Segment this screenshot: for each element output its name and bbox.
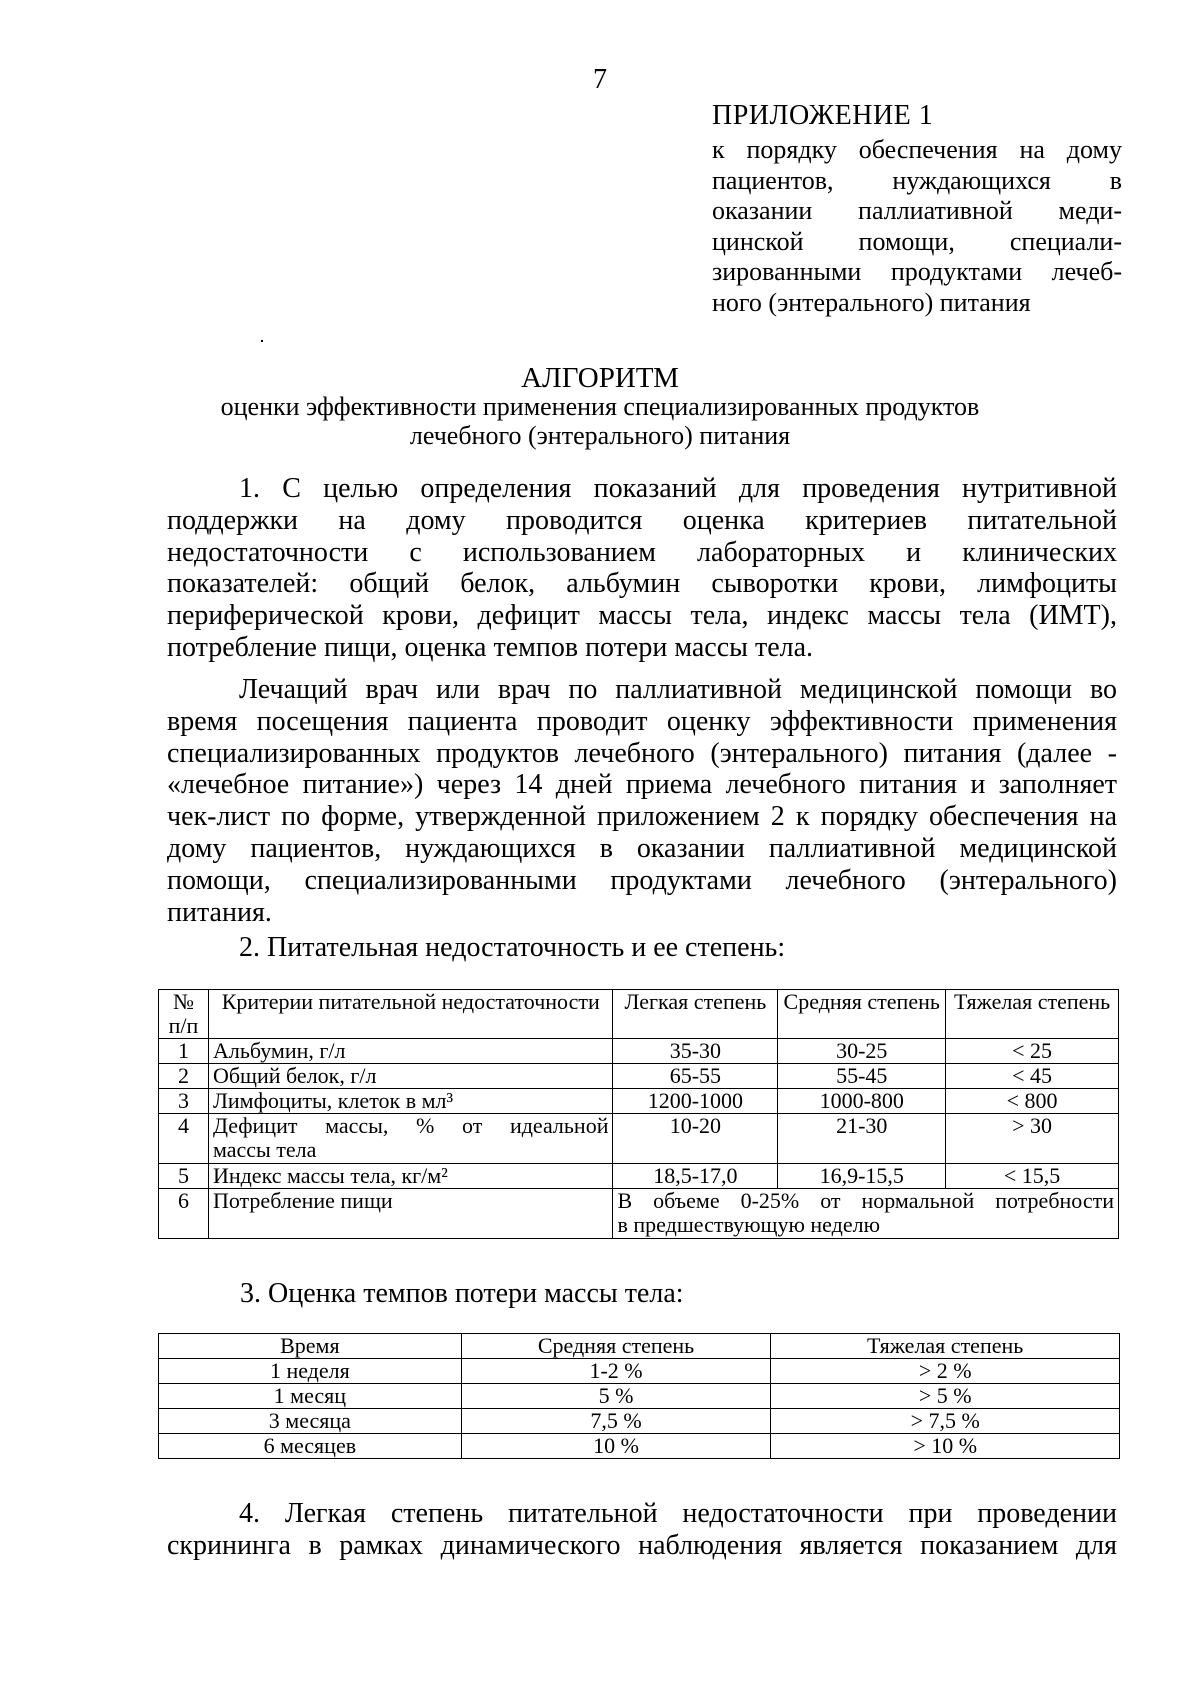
row-number: 2 (159, 1064, 209, 1089)
paragraph-line: недостаточности с использованием лабораторных и клинических (167, 536, 1117, 568)
header-cell-severe: Тяжелая степень (946, 990, 1119, 1039)
table-row (159, 1164, 1119, 1189)
row-severe: < 25 (946, 1039, 1119, 1064)
row-severe: > 10 % (771, 1434, 1120, 1459)
row-severe: < 45 (946, 1064, 1119, 1089)
paragraph-line: поддержки на дому проводится оценка критериев питательной (167, 504, 1117, 536)
row-merged-value (613, 1189, 1119, 1239)
table-row (159, 1089, 1119, 1114)
header-cell-mild: Легкая степень (613, 990, 778, 1039)
row-number: 5 (159, 1164, 209, 1189)
paragraph-line: показателей: общий белок, альбумин сыворотки крови, лимфоциты (167, 568, 1117, 600)
row-time: 1 неделя (159, 1359, 462, 1384)
paragraph-line: время посещения пациента проводит оценку эффективности применения (167, 705, 1117, 737)
algorithm-subtitle (0, 392, 1200, 450)
row-moderate: 1-2 % (461, 1359, 771, 1384)
table-row (159, 1114, 1119, 1164)
paragraph-5 (167, 1498, 1117, 1562)
row-severe: > 5 % (771, 1384, 1120, 1409)
paragraph-line: Лечащий врач или врач по паллиативной медицинской помощи во (239, 674, 1117, 705)
header-cell-number: № п/п (159, 990, 209, 1039)
table-header-row (159, 1334, 1120, 1359)
table-row (159, 1384, 1120, 1409)
row-criterion (208, 1114, 613, 1164)
row-moderate: 1000-800 (778, 1089, 946, 1114)
table-row (159, 1359, 1120, 1384)
nutrition-deficiency-table (158, 989, 1119, 1239)
row-moderate: 21-30 (778, 1114, 946, 1164)
paragraph-line: 2. Питательная недостаточность и ее степень: (239, 932, 786, 963)
row-time: 1 месяц (159, 1384, 462, 1409)
paragraph-1 (167, 473, 1117, 664)
table-row (159, 1064, 1119, 1089)
row-number: 1 (159, 1039, 209, 1064)
row-time: 6 месяцев (159, 1434, 462, 1459)
paragraph-line: «лечебное питание») через 14 дней приема лечебного питания и заполняет (167, 769, 1117, 801)
row-number: 6 (159, 1189, 209, 1239)
paragraph-line: специализированных продуктов лечебного (энтерального) питания (далее - (167, 737, 1117, 769)
paragraph-line: скрининга в рамках динамического наблюдения является показанием для (167, 1529, 1117, 1561)
appendix-line: зированными продуктами лечеб- (712, 257, 1122, 286)
row-moderate: 55-45 (778, 1064, 946, 1089)
appendix-line: цинской помощи, специали- (712, 226, 1122, 256)
algorithm-title: АЛГОРИТМ (521, 362, 679, 394)
row-merged-line: в предшествующую неделю (617, 1212, 881, 1237)
row-criterion: Лимфоциты, клеток в мл³ (208, 1089, 613, 1114)
paragraph-3 (167, 932, 1117, 964)
row-criterion: Альбумин, г/л (208, 1039, 613, 1064)
table-row (159, 1409, 1120, 1434)
row-mild: 35-30 (613, 1039, 778, 1064)
row-mild: 1200-1000 (613, 1089, 778, 1114)
appendix-subtitle (712, 135, 1122, 318)
table-header-row (159, 990, 1119, 1039)
row-mild: 18,5-17,0 (613, 1164, 778, 1189)
appendix-line: ного (энтерального) питания (712, 287, 1031, 317)
row-criterion-line: Дефицит массы, % от идеальной (212, 1113, 609, 1138)
header-cell-time: Время (159, 1334, 462, 1359)
paragraph-line: помощи, специализированными продуктами лечебного (энтерального) (167, 864, 1117, 896)
table-row (159, 1434, 1120, 1459)
row-criterion: Потребление пищи (208, 1189, 613, 1239)
row-criterion: Общий белок, г/л (208, 1064, 613, 1089)
row-severe: > 7,5 % (771, 1409, 1120, 1434)
paragraph-line: дому пациентов, нуждающихся в оказании паллиативной медицинской (167, 832, 1117, 864)
paragraph-line: чек-лист по форме, утвержденной приложением 2 к порядку обеспечения на (167, 801, 1117, 833)
row-severe: > 30 (946, 1114, 1119, 1164)
row-number: 4 (159, 1114, 209, 1164)
row-merged-line: В объеме 0-25% от нормальной потребности (617, 1188, 1114, 1213)
algorithm-subtitle-line: лечебного (энтерального) питания (409, 421, 791, 450)
row-moderate: 5 % (461, 1384, 771, 1409)
appendix-title: ПРИЛОЖЕНИЕ 1 (712, 100, 934, 131)
paragraph-2 (167, 674, 1117, 928)
row-moderate: 16,9-15,5 (778, 1164, 946, 1189)
page-number: 7 (593, 64, 607, 95)
row-moderate: 7,5 % (461, 1409, 771, 1434)
row-criterion-line: массы тела (212, 1137, 317, 1162)
paragraph-4: 3. Оценка темпов потери массы тела: (240, 1278, 684, 1309)
row-moderate: 10 % (461, 1434, 771, 1459)
header-cell-severe: Тяжелая степень (771, 1334, 1120, 1359)
paragraph-line: периферической крови, дефицит массы тела, индекс массы тела (ИМТ), (167, 600, 1117, 632)
weight-loss-table (158, 1333, 1120, 1459)
table-row (159, 1039, 1119, 1064)
row-number: 3 (159, 1089, 209, 1114)
paragraph-line: 4. Легкая степень питательной недостаточности при проведении (239, 1498, 1117, 1529)
paragraph-line: питания. (167, 896, 272, 928)
row-time: 3 месяца (159, 1409, 462, 1434)
row-severe: < 15,5 (946, 1164, 1119, 1189)
row-mild: 10-20 (613, 1114, 778, 1164)
header-cell-moderate: Средняя степень (461, 1334, 771, 1359)
paragraph-line: потребление пищи, оценка темпов потери массы тела. (167, 631, 814, 663)
row-severe: < 800 (946, 1089, 1119, 1114)
appendix-line: пациентов, нуждающихся в (712, 165, 1122, 195)
header-cell-criterion: Критерии питательной недостаточности (208, 990, 613, 1039)
algorithm-subtitle-line: оценки эффективности применения специализированных продуктов (220, 392, 980, 421)
paragraph-line: 1. С целью определения показаний для проведения нутритивной (239, 473, 1117, 504)
appendix-line: оказании паллиативной меди- (712, 196, 1122, 225)
table-row (159, 1189, 1119, 1239)
row-mild: 65-55 (613, 1064, 778, 1089)
appendix-line: к порядку обеспечения на дому (712, 135, 1122, 164)
header-cell-moderate: Средняя степень (778, 990, 946, 1039)
row-severe: > 2 % (771, 1359, 1120, 1384)
row-moderate: 30-25 (778, 1039, 946, 1064)
row-criterion: Индекс массы тела, кг/м² (208, 1164, 613, 1189)
scan-speck (261, 340, 263, 342)
